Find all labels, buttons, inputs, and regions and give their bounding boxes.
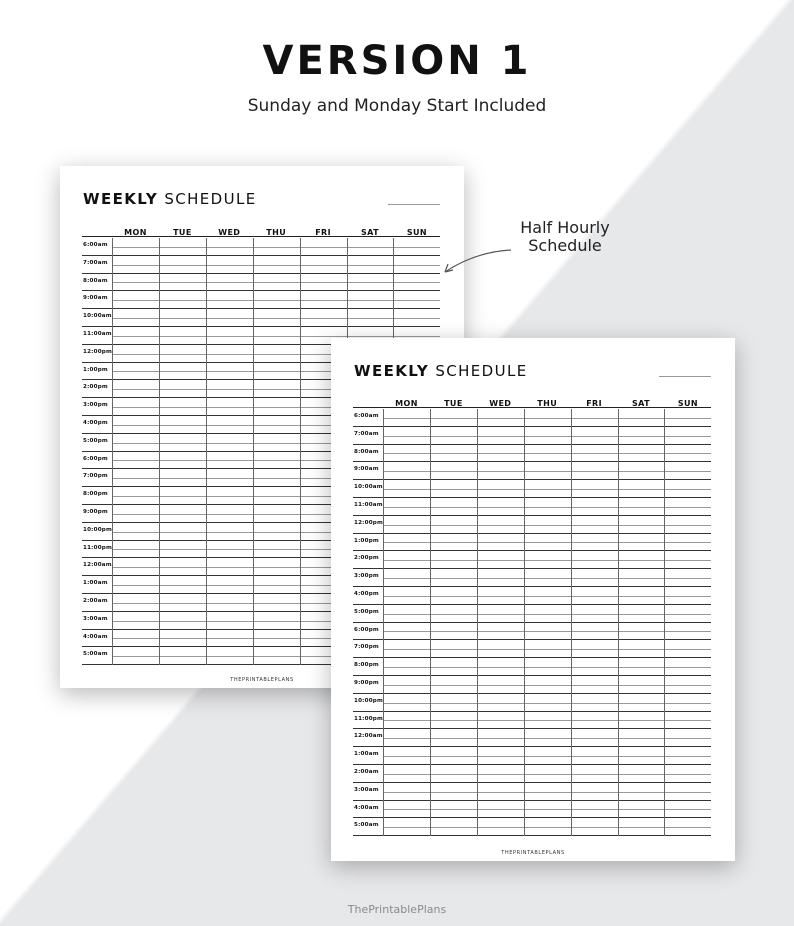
day-header-fri: FRI — [586, 399, 602, 408]
time-label: 11:00pm — [354, 715, 384, 722]
time-label: 6:00am — [354, 413, 379, 419]
time-label: 5:00am — [83, 651, 108, 658]
day-header-sat: SAT — [361, 228, 379, 237]
time-slot-row — [82, 291, 440, 309]
time-label: 3:00am — [83, 615, 108, 622]
day-header-row — [353, 399, 711, 408]
time-label: 11:00am — [83, 331, 112, 337]
time-label: 3:00pm — [83, 402, 108, 409]
sheet-title — [83, 190, 257, 208]
time-slot-row — [353, 445, 711, 463]
sheet-title — [354, 362, 528, 380]
time-slot-row — [353, 747, 711, 765]
time-label: 6:00pm — [354, 626, 379, 633]
sheet-name-line — [388, 204, 440, 205]
time-slot-row — [82, 256, 440, 274]
time-label: 5:00pm — [354, 608, 379, 615]
time-label: 1:00am — [83, 580, 108, 587]
time-label: 2:00pm — [83, 384, 108, 391]
time-label: 12:00pm — [83, 348, 113, 355]
time-label: 8:00pm — [83, 491, 108, 498]
time-label: 1:00pm — [354, 537, 379, 544]
time-slot-row — [353, 498, 711, 516]
day-header-sat: SAT — [632, 399, 650, 408]
time-slot-row — [353, 818, 711, 836]
time-slot-row — [82, 309, 440, 327]
time-label: 12:00pm — [354, 519, 384, 526]
day-column-divider — [571, 409, 572, 836]
time-slot-row — [353, 569, 711, 587]
day-header-mon: MON — [395, 399, 418, 408]
time-slot-row — [353, 676, 711, 694]
time-label: 2:00pm — [354, 555, 379, 562]
time-label: 12:00am — [354, 733, 383, 740]
time-label: 7:00pm — [83, 473, 108, 480]
day-column-divider — [253, 238, 254, 665]
time-slot-row — [353, 801, 711, 819]
day-column-divider — [300, 238, 301, 665]
time-slot-row — [353, 729, 711, 747]
day-column-divider — [112, 238, 113, 665]
day-header-mon: MON — [124, 228, 147, 237]
time-slot-row — [353, 605, 711, 623]
day-column-divider — [159, 238, 160, 665]
day-column-divider — [206, 238, 207, 665]
time-label: 9:00pm — [83, 509, 108, 515]
time-label: 3:00am — [354, 786, 379, 793]
time-slot-row — [353, 765, 711, 783]
time-label: 2:00am — [83, 598, 108, 604]
sheet-title-rest: SCHEDULE — [164, 190, 257, 208]
time-label: 7:00am — [354, 430, 379, 437]
time-label: 8:00am — [83, 277, 108, 284]
time-slot-row — [353, 516, 711, 534]
time-slot-row — [353, 409, 711, 427]
day-header-sun: SUN — [406, 228, 427, 237]
time-slot-row — [353, 623, 711, 641]
time-label: 6:00am — [83, 242, 108, 248]
watermark: ThePrintablePlans — [347, 903, 447, 916]
day-header-thu: THU — [537, 399, 558, 408]
time-label: 4:00am — [83, 633, 108, 640]
sheet-title-bold: WEEKLY — [354, 362, 430, 380]
time-slot-row — [353, 694, 711, 712]
time-label: 7:00pm — [354, 644, 379, 651]
day-column-divider — [477, 409, 478, 836]
time-slot-row — [353, 783, 711, 801]
day-column-divider — [524, 409, 525, 836]
day-column-divider — [664, 409, 665, 836]
callout-arrow-icon — [435, 248, 515, 278]
day-column-divider — [383, 409, 384, 836]
day-column-divider — [618, 409, 619, 836]
day-header-sun: SUN — [677, 399, 698, 408]
time-slot-row — [353, 640, 711, 658]
time-slot-row — [82, 238, 440, 256]
schedule-grid — [353, 409, 711, 836]
time-label: 8:00pm — [354, 662, 379, 669]
time-label: 11:00pm — [83, 544, 113, 551]
time-label: 9:00am — [83, 295, 108, 302]
callout-line-2: Schedule — [528, 236, 602, 255]
time-label: 9:00am — [354, 466, 379, 473]
time-slot-row — [353, 712, 711, 730]
time-label: 10:00am — [83, 313, 112, 320]
day-header-wed: WED — [218, 228, 241, 237]
time-slot-row — [353, 551, 711, 569]
day-header-tue: TUE — [444, 399, 463, 408]
day-column-divider — [430, 409, 431, 836]
time-slot-row — [353, 534, 711, 552]
time-slot-row — [353, 480, 711, 498]
sheet-name-line — [659, 376, 711, 377]
half-hourly-callout — [510, 219, 620, 255]
callout-line-1: Half Hourly — [520, 218, 610, 237]
time-label: 4:00pm — [83, 420, 108, 426]
page-subheading: Sunday and Monday Start Included — [247, 96, 547, 116]
weekly-schedule-sheet-front — [331, 338, 735, 861]
time-label: 11:00am — [354, 502, 383, 508]
time-label: 4:00am — [354, 804, 379, 811]
sheet-footer: THEPRINTABLEPLANS — [230, 677, 294, 683]
time-label: 2:00am — [354, 769, 379, 775]
sheet-title-rest: SCHEDULE — [435, 362, 528, 380]
sheet-title-bold: WEEKLY — [83, 190, 159, 208]
day-header-tue: TUE — [173, 228, 192, 237]
time-label: 10:00am — [354, 484, 383, 491]
time-label: 5:00pm — [83, 437, 108, 444]
time-label: 6:00pm — [83, 455, 108, 462]
time-label: 1:00pm — [83, 366, 108, 373]
time-slot-row — [353, 587, 711, 605]
time-label: 3:00pm — [354, 573, 379, 580]
time-label: 10:00pm — [83, 526, 113, 533]
day-header-row — [82, 228, 440, 237]
day-header-wed: WED — [489, 399, 512, 408]
time-label: 10:00pm — [354, 697, 384, 704]
time-label: 12:00am — [83, 562, 112, 569]
time-label: 9:00pm — [354, 680, 379, 686]
day-header-fri: FRI — [315, 228, 331, 237]
day-header-thu: THU — [266, 228, 287, 237]
time-slot-row — [353, 658, 711, 676]
time-label: 5:00am — [354, 822, 379, 829]
time-label: 8:00am — [354, 448, 379, 455]
time-slot-row — [353, 427, 711, 445]
time-label: 4:00pm — [354, 591, 379, 597]
time-slot-row — [353, 462, 711, 480]
sheet-footer: THEPRINTABLEPLANS — [501, 850, 565, 856]
time-slot-row — [82, 274, 440, 292]
page-heading: VERSION 1 — [262, 38, 532, 84]
time-label: 1:00am — [354, 751, 379, 758]
time-label: 7:00am — [83, 259, 108, 266]
